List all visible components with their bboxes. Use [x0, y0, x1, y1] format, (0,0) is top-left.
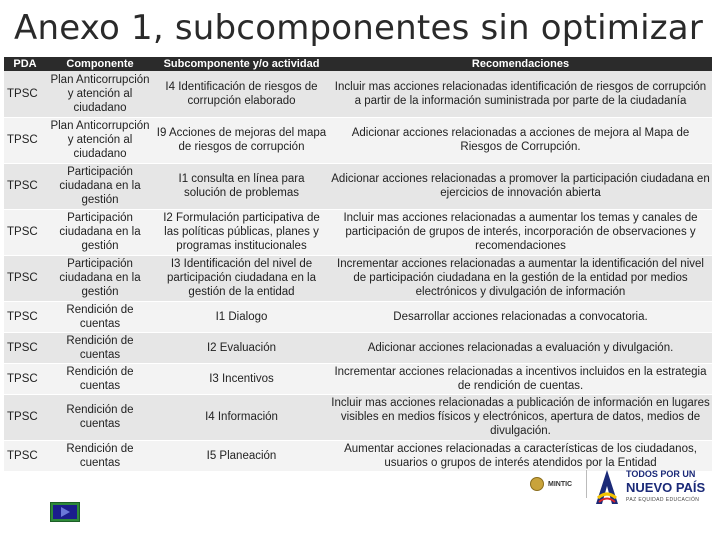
brand-line-3: PAZ EQUIDAD EDUCACIÓN — [626, 497, 700, 503]
cell-recomendacion: Desarrollar acciones relacionadas a convocatoria. — [329, 301, 712, 332]
cell-pda: TPSC — [4, 394, 46, 440]
header-subcomponente: Subcomponente y/o actividad — [154, 57, 329, 71]
cell-subcomponente: I2 Evaluación — [154, 332, 329, 363]
play-next-icon — [53, 505, 77, 519]
cell-subcomponente: I4 Información — [154, 394, 329, 440]
page-title: Anexo 1, subcomponentes sin optimizar — [14, 8, 703, 48]
cell-subcomponente: I1 consulta en línea para solución de problemas — [154, 163, 329, 209]
cell-subcomponente: I2 Formulación participativa de las políticas públicas, planes y programas institucionales — [154, 209, 329, 255]
cell-componente: Participación ciudadana en la gestión — [46, 255, 154, 301]
cell-pda: TPSC — [4, 71, 46, 117]
cell-subcomponente: I9 Acciones de mejoras del mapa de riesgos de corrupción — [154, 117, 329, 163]
table-row — [4, 363, 712, 394]
subcomponents-table — [4, 57, 712, 472]
cell-recomendacion: Incluir mas acciones relacionadas a publicación de información en lugares visibles en medios físicos y electrónicos, apertura de datos, medios de divulgación. — [329, 394, 712, 440]
cell-subcomponente: I4 Identificación de riesgos de corrupción elaborado — [154, 71, 329, 117]
table-row — [4, 117, 712, 163]
cell-recomendacion: Adicionar acciones relacionadas a evaluación y divulgación. — [329, 332, 712, 363]
cell-componente: Participación ciudadana en la gestión — [46, 209, 154, 255]
cell-pda: TPSC — [4, 301, 46, 332]
cell-componente: Plan Anticorrupción y atención al ciudadano — [46, 71, 154, 117]
cell-subcomponente: I3 Incentivos — [154, 363, 329, 394]
header-componente: Componente — [46, 57, 154, 71]
cell-pda: TPSC — [4, 117, 46, 163]
cell-pda: TPSC — [4, 363, 46, 394]
cell-recomendacion: Incrementar acciones relacionadas a incentivos incluidos en la estrategia de rendición de cuentas. — [329, 363, 712, 394]
cell-componente: Rendición de cuentas — [46, 394, 154, 440]
table-row — [4, 301, 712, 332]
mintic-label: MINTIC — [548, 480, 573, 488]
cell-recomendacion: Adicionar acciones relacionadas a promover la participación ciudadana en ejercicios de innovación abierta — [329, 163, 712, 209]
header-recomendaciones: Recomendaciones — [329, 57, 712, 71]
cell-recomendacion: Adicionar acciones relacionadas a acciones de mejora al Mapa de Riesgos de Corrupción. — [329, 117, 712, 163]
cell-recomendacion: Aumentar acciones relacionadas a características de los ciudadanos, usuarios o grupos de interés atendidos por la Entidad — [329, 440, 712, 471]
cell-componente: Rendición de cuentas — [46, 363, 154, 394]
table-row — [4, 209, 712, 255]
cell-componente: Plan Anticorrupción y atención al ciudadano — [46, 117, 154, 163]
cell-subcomponente: I5 Planeación — [154, 440, 329, 471]
cell-recomendacion: Incluir mas acciones relacionadas identificación de riesgos de corrupción a partir de la información suministrada por parte de la ciudadanía — [329, 71, 712, 117]
cell-pda: TPSC — [4, 440, 46, 471]
next-slide-button[interactable] — [50, 502, 80, 522]
cell-subcomponente: I3 Identificación del nivel de participación ciudadana en la gestión de la entidad — [154, 255, 329, 301]
nuevo-pais-emblem-icon — [594, 468, 620, 506]
logo-divider — [586, 470, 587, 498]
todos-por-un-nuevo-pais-logo — [594, 466, 714, 512]
cell-recomendacion: Incluir mas acciones relacionadas a aumentar los temas y canales de participación de grupos de interés, incorporación de observaciones y recomendaciones — [329, 209, 712, 255]
table-header-row — [4, 57, 712, 71]
mintic-logo — [530, 477, 572, 491]
table-row — [4, 163, 712, 209]
cell-componente: Rendición de cuentas — [46, 301, 154, 332]
cell-pda: TPSC — [4, 209, 46, 255]
header-pda: PDA — [4, 57, 46, 71]
cell-pda: TPSC — [4, 332, 46, 363]
cell-componente: Rendición de cuentas — [46, 332, 154, 363]
brand-line-1: TODOS POR UN — [626, 469, 696, 479]
table-row — [4, 332, 712, 363]
brand-line-2: NUEVO PAÍS — [626, 480, 706, 495]
cell-pda: TPSC — [4, 255, 46, 301]
cell-componente: Rendición de cuentas — [46, 440, 154, 471]
cell-componente: Participación ciudadana en la gestión — [46, 163, 154, 209]
cell-pda: TPSC — [4, 163, 46, 209]
cell-recomendacion: Incrementar acciones relacionadas a aumentar la identificación del nivel de participación ciudadana en la gestión de la entidad por medios electrónicos y divulgación de información — [329, 255, 712, 301]
table-row — [4, 394, 712, 440]
table-row — [4, 71, 712, 117]
coat-of-arms-icon — [530, 477, 544, 491]
table-row — [4, 255, 712, 301]
cell-subcomponente: I1 Dialogo — [154, 301, 329, 332]
